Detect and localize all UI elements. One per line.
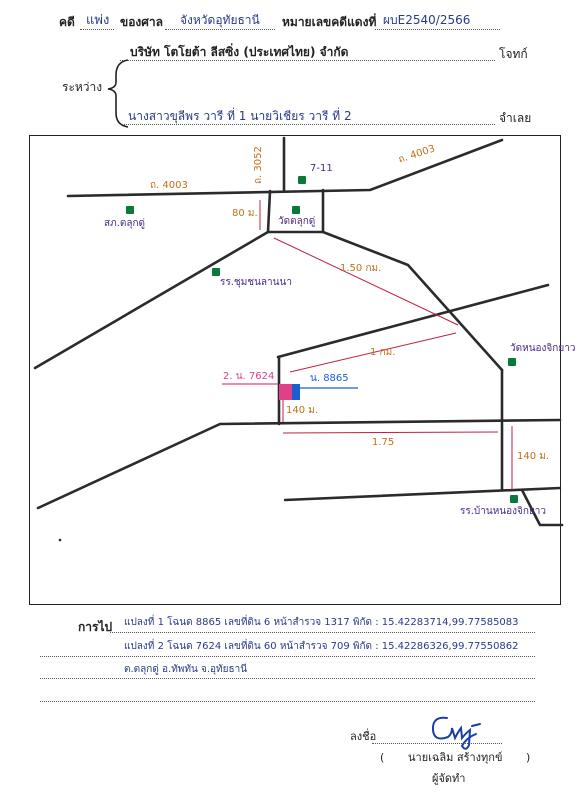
case-type: แพ่ง xyxy=(86,13,110,28)
label-plot-2: 2. น. 7624 xyxy=(223,371,275,382)
plot-1-marker xyxy=(292,384,300,400)
label-temple: วัดตลุกดู่ xyxy=(278,216,316,227)
plaintiff-role: โจทก์ xyxy=(499,47,528,61)
label-road-4003-right: ถ. 4003 xyxy=(397,143,437,166)
location-dots-1 xyxy=(110,632,535,633)
case-label: คดี xyxy=(59,15,75,29)
signature-label: ลงชื่อ xyxy=(350,730,377,743)
road-diagonal-right xyxy=(278,285,548,357)
label-road-3052: ถ. 3052 xyxy=(253,146,264,184)
store-icon xyxy=(298,176,306,184)
location-line-1: แปลงที่ 1 โฉนด 8865 เลขที่ดิน 6 หน้าสำรวจ 1317 พิกัด : 15.42283714,99.77585083 xyxy=(124,617,519,628)
case-number-value: ผบE2540/2566 xyxy=(383,13,471,27)
label-store: 7-11 xyxy=(310,163,333,174)
label-140m-b: 140 ม. xyxy=(517,451,550,462)
location-line-3: ต.ตลุกดู่ อ.ทัพทัน จ.อุทัยธานี xyxy=(124,664,248,675)
temple2-icon xyxy=(508,358,516,366)
signature-close-paren: ) xyxy=(526,751,531,764)
label-school-2: รร.บ้านหนองจิกยาว xyxy=(460,506,547,517)
label-140m-a: 140 ม. xyxy=(286,405,319,416)
defendant-name: นางสาวขุลีพร วารี ที่ 1 นายวิเชียร วารี ที่ 2 xyxy=(128,109,352,123)
temple-icon xyxy=(292,206,300,214)
label-plot-1: น. 8865 xyxy=(310,373,349,384)
road-lower-right xyxy=(285,488,560,500)
label-1km: 1 กม. xyxy=(370,347,396,358)
signature-dots xyxy=(372,743,502,744)
label-school: รร.ชุมชนลานนา xyxy=(220,277,292,288)
court-value: จังหวัดอุทัยธานี xyxy=(180,13,260,27)
between-label: ระหว่าง xyxy=(62,80,103,94)
label-150km: 1.50 กม. xyxy=(340,263,382,274)
plot-2-marker xyxy=(279,384,292,400)
location-line-2: แปลงที่ 2 โฉนด 7624 เลขที่ดิน 60 หน้าสำรวจ 709 พิกัด : 15.42286326,99.77550862 xyxy=(124,641,519,652)
label-175: 1.75 xyxy=(372,437,395,448)
location-label: การไป xyxy=(78,620,113,634)
road-left-diagonal xyxy=(35,232,268,368)
signature-open-paren: ( xyxy=(380,751,385,764)
road-right xyxy=(323,232,502,370)
defendant-role: จำเลย xyxy=(499,111,532,125)
plaintiff-name: บริษัท โตโยต้า ลีสซิ่ง (ประเทศไทย) จำกัด xyxy=(130,45,349,59)
label-police: สภ.ตลุกดู่ xyxy=(104,218,146,229)
school-icon xyxy=(212,268,220,276)
label-temple-2: วัดหนองจิกยาว xyxy=(510,343,576,354)
dist-line-150 xyxy=(274,238,458,325)
court-label: ของศาล xyxy=(120,15,163,29)
signature-name: นายเฉลิม สร้างทุกข์ xyxy=(408,751,503,764)
signature-role: ผู้จัดทำ xyxy=(432,772,466,785)
location-dots-2 xyxy=(40,656,535,657)
school2-icon xyxy=(510,495,518,503)
police-icon xyxy=(126,206,134,214)
location-dots-3 xyxy=(40,678,535,679)
location-dots-4 xyxy=(40,701,535,702)
label-road-4003-left: ถ. 4003 xyxy=(150,180,188,191)
case-number-label: หมายเลขคดีแดงที่ xyxy=(282,15,377,29)
label-80m: 80 ม. xyxy=(232,208,258,219)
dist-line-175 xyxy=(283,432,498,433)
